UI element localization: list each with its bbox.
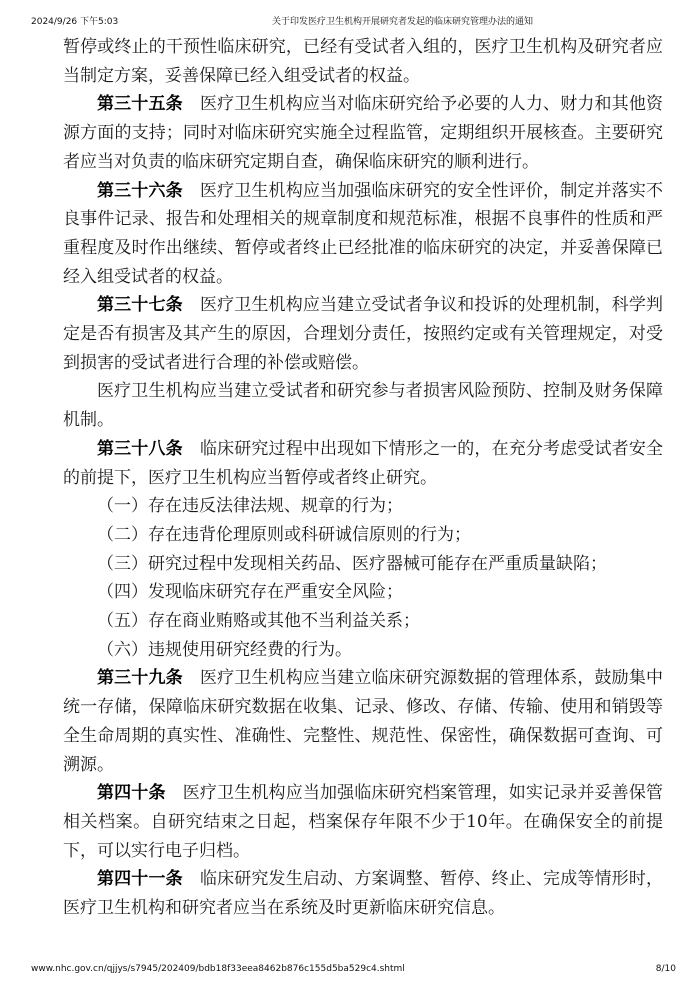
print-datetime: 2024/9/26 下午5:03 [31,17,119,27]
article-text: 临床研究过程中出现如下情形之一的，在充分考虑受试者安全的前提下，医疗卫生机构应当暂停或者终止研究。 [63,438,663,488]
article-38 [63,435,663,492]
article-label: 第四十一条 [97,869,183,890]
article-text: 医疗卫生机构应当加强临床研究档案管理，如实记录并妥善保管相关档案。自研究结束之日起，档案保存年限不少于10年。在确保安全的前提下，可以实行电子归档。 [63,783,663,861]
article-text: 医疗卫生机构应当对临床研究给予必要的人力、财力和其他资源方面的支持；同时对临床研究实施全过程监管，定期组织开展核查。主要研究者应当对负责的临床研究定期自查，确保临床研究的顺利进行。 [63,94,663,172]
list-item: （五）存在商业贿赂或其他不当利益关系； [97,611,420,632]
article-label: 第四十条 [97,783,166,804]
document-title: 关于印发医疗卫生机构开展研究者发起的临床研究管理办法的通知 [272,17,534,27]
page-footer [0,964,700,978]
list-item: （一）存在违反法律法规、规章的行为； [97,496,403,517]
article-35 [63,90,663,176]
article-41 [63,865,663,922]
article-37-paragraph-2: 医疗卫生机构应当建立受试者和研究参与者损害风险预防、控制及财务保障机制。 [63,381,663,431]
document-body [63,33,663,923]
article-label: 第三十八条 [97,438,183,459]
article-39 [63,664,663,779]
paragraph-continued: 暂停或终止的干预性临床研究，已经有受试者入组的，医疗卫生机构及研究者应当制定方案，妥善保障已经入组受试者的权益。 [63,37,663,86]
article-40 [63,779,663,865]
article-label: 第三十五条 [97,94,183,115]
source-url[interactable]: www.nhc.gov.cn/qjjys/s7945/202409/bdb18f33eea8462b876c155d5ba529c4.shtml [31,964,405,974]
page-header [0,14,700,28]
article-text: 医疗卫生机构应当加强临床研究的安全性评价，制定并落实不良事件记录、报告和处理相关的规章制度和规范标准，根据不良事件的性质和严重程度及时作出继续、暂停或者终止已经批准的临床研究的决定，并妥善保障已经入组受试者的权益。 [63,180,663,287]
list-item: （四）发现临床研究存在严重安全风险； [97,582,403,603]
page-number: 8/10 [655,964,676,974]
article-37 [63,291,663,377]
article-text: 临床研究发生启动、方案调整、暂停、终止、完成等情形时，医疗卫生机构和研究者应当在系统及时更新临床研究信息。 [63,869,663,919]
list-item: （六）违规使用研究经费的行为。 [97,639,352,660]
article-label: 第三十六条 [97,180,183,201]
article-label: 第三十九条 [97,668,183,689]
article-label: 第三十七条 [97,295,183,316]
list-item: （二）存在违背伦理原则或科研诚信原则的行为； [97,524,471,545]
article-text: 医疗卫生机构应当建立临床研究源数据的管理体系，鼓励集中统一存储，保障临床研究数据在收集、记录、修改、存储、传输、使用和销毁等全生命周期的真实性、准确性、完整性、规范性、保密性，确保数据可查询、可溯源。 [63,668,663,775]
list-item: （三）研究过程中发现相关药品、医疗器械可能存在严重质量缺陷； [97,553,607,574]
article-text: 医疗卫生机构应当建立受试者争议和投诉的处理机制，科学判定是否有损害及其产生的原因，合理划分责任，按照约定或有关管理规定，对受到损害的受试者进行合理的补偿或赔偿。 [63,295,663,373]
article-36 [63,177,663,292]
